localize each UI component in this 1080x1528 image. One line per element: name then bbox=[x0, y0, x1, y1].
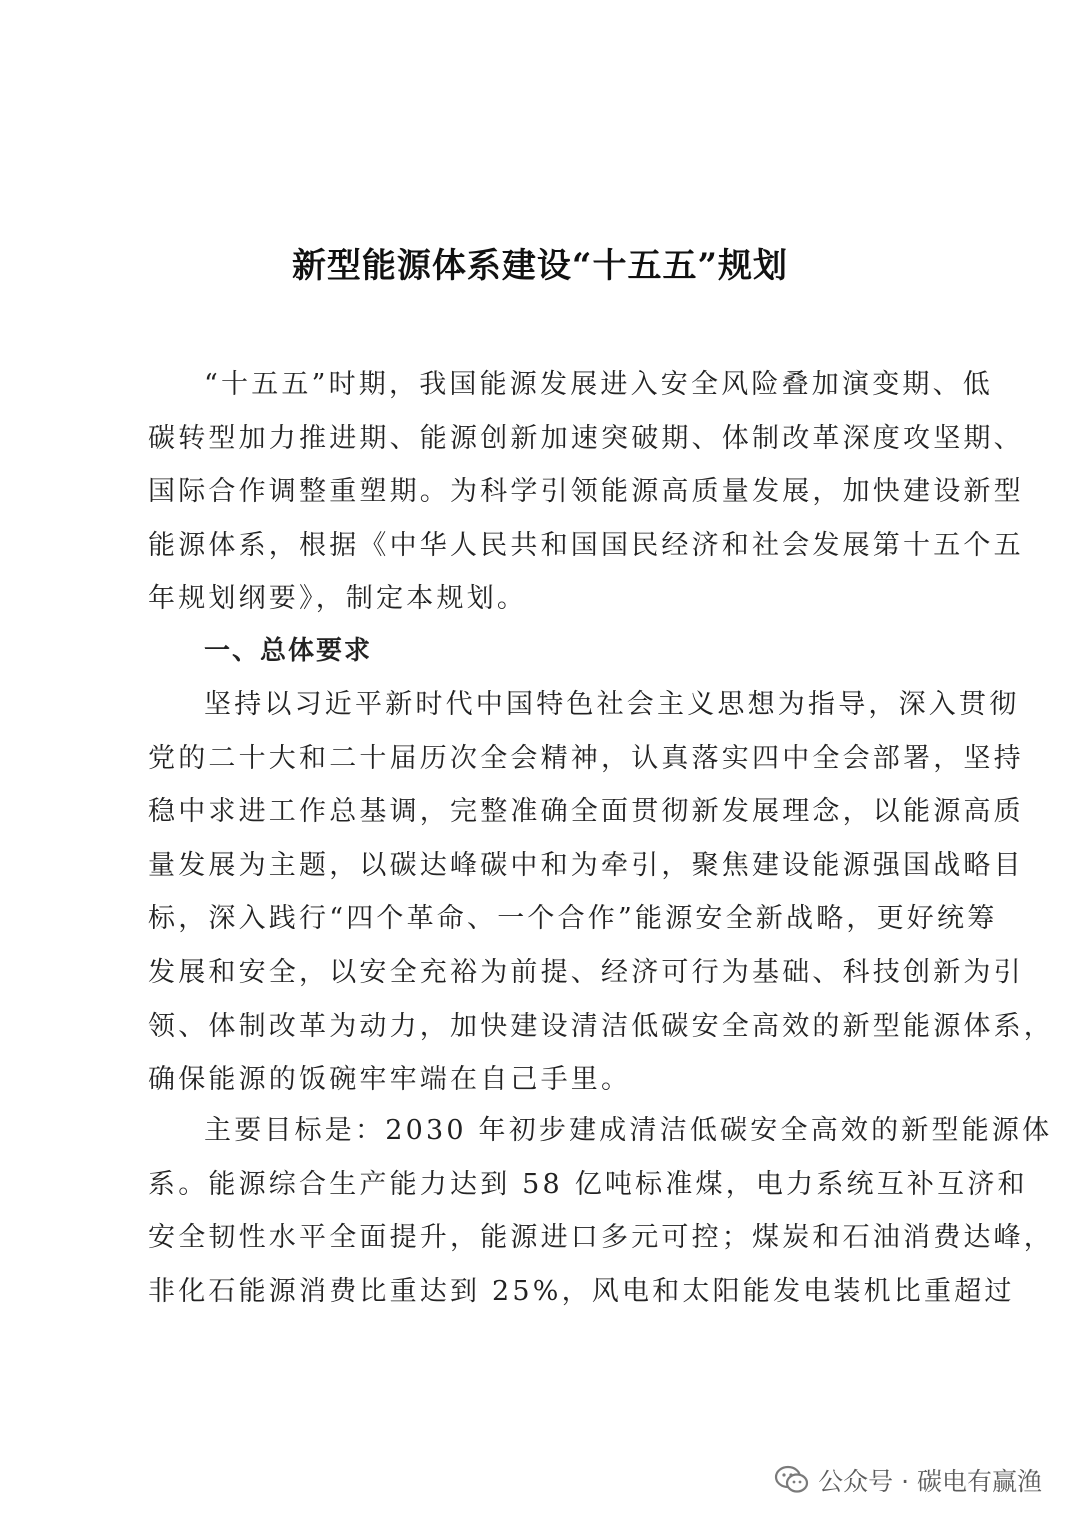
text-line: 碳转型加力推进期、能源创新加速突破期、体制改革深度攻坚期、 bbox=[148, 422, 1024, 454]
watermark bbox=[774, 1462, 1042, 1498]
text-line: 坚持以习近平新时代中国特色社会主义思想为指导，深入贯彻 bbox=[204, 689, 1020, 720]
paragraph-main-goals bbox=[148, 1104, 1054, 1318]
text-line: “十五五”时期，我国能源发展进入安全风险叠加演变期、低 bbox=[204, 369, 994, 400]
document-title: 新型能源体系建设“十五五”规划 bbox=[291, 246, 789, 286]
section-heading bbox=[148, 625, 938, 679]
text-line: 国际合作调整重塑期。为科学引领能源高质量发展，加快建设新型 bbox=[148, 476, 1024, 508]
text-line: 非化石能源消费比重达到 25%，风电和太阳能发电装机比重超过 bbox=[148, 1275, 1015, 1307]
text-line: 量发展为主题，以碳达峰碳中和为牵引，聚焦建设能源强国战略目 bbox=[148, 849, 1024, 881]
text-line: 确保能源的饭碗牢牢端在自己手里。 bbox=[148, 1064, 632, 1096]
text-line: 稳中求进工作总基调，完整准确全面贯彻新发展理念，以能源高质 bbox=[148, 796, 1024, 828]
text-line: 能源体系，根据《中华人民共和国国民经济和社会发展第十五个五 bbox=[148, 529, 1024, 561]
text-line: 安全韧性水平全面提升，能源进口多元可控；煤炭和石油消费达峰， bbox=[148, 1222, 1054, 1254]
text-line: 主要目标是：2030 年初步建成清洁低碳安全高效的新型能源体 bbox=[204, 1115, 1053, 1146]
text-line: 年规划纲要》，制定本规划。 bbox=[148, 583, 528, 615]
text-line: 标，深入践行“四个革命、一个合作”能源安全新战略，更好统筹 bbox=[148, 903, 998, 935]
wechat-official-account-icon bbox=[774, 1465, 810, 1495]
text-line: 领、体制改革为动力，加快建设清洁低碳安全高效的新型能源体系， bbox=[148, 1010, 1054, 1042]
paragraph-intro bbox=[148, 358, 1024, 626]
paragraph-general-requirements bbox=[148, 678, 1054, 1107]
text-line: 党的二十大和二十届历次全会精神，认真落实四中全会部署，坚持 bbox=[148, 742, 1024, 774]
section-heading-text: 一、总体要求 bbox=[204, 636, 373, 666]
text-line: 系。能源综合生产能力达到 58 亿吨标准煤，电力系统互补互济和 bbox=[148, 1168, 1028, 1200]
watermark-text: 公众号 · 碳电有赢渔 bbox=[818, 1467, 1042, 1496]
text-line: 发展和安全，以安全充裕为前提、经济可行为基础、科技创新为引 bbox=[148, 956, 1024, 988]
